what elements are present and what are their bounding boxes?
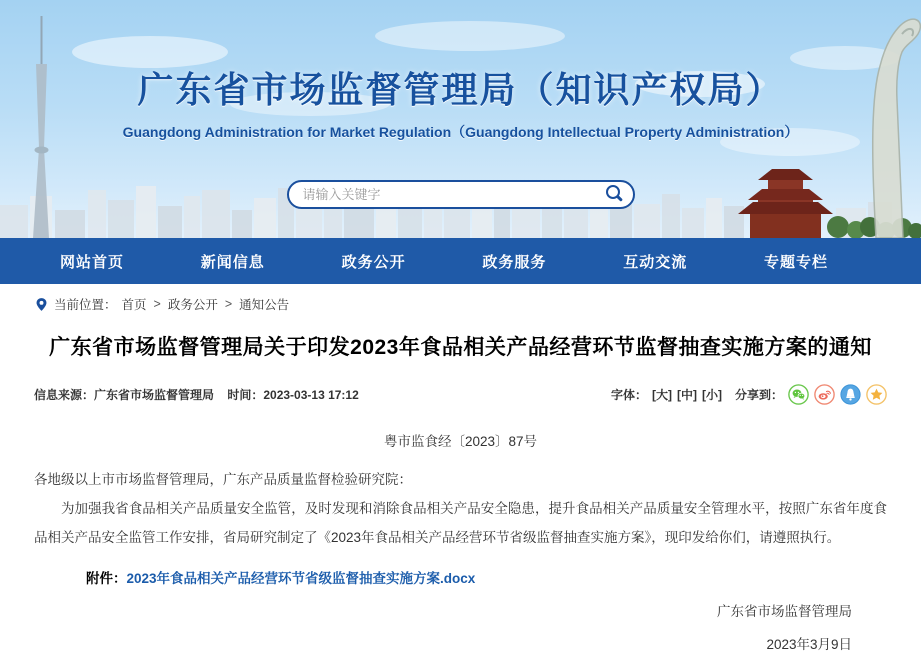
search-button[interactable] bbox=[603, 182, 629, 207]
nav-item-news[interactable]: 新闻信息 bbox=[200, 253, 265, 271]
signature-block bbox=[34, 600, 852, 653]
weibo-share-icon[interactable] bbox=[814, 384, 835, 405]
font-size-label: 字体： bbox=[610, 388, 647, 403]
article-page bbox=[0, 284, 921, 653]
site-title: 广东省市场监督管理局（知识产权局） bbox=[137, 69, 784, 110]
qq-share-icon[interactable] bbox=[840, 384, 861, 405]
nav-item-home[interactable]: 网站首页 bbox=[60, 253, 125, 271]
main-nav bbox=[0, 238, 921, 284]
breadcrumb-label: 当前位置： bbox=[54, 298, 117, 312]
site-subtitle: Guangdong Administration for Market Regulation（Guangdong Intellectual Property Administration） bbox=[122, 124, 799, 140]
attachment-link[interactable]: 2023年食品相关产品经营环节省级监督抽查实施方案.docx bbox=[126, 570, 476, 586]
font-size-small-button[interactable]: [小] bbox=[701, 388, 722, 403]
nav-item-gov-info[interactable]: 政务公开 bbox=[341, 253, 406, 271]
article-body: 为加强我省食品相关产品质量安全监管，及时发现和消除食品相关产品安全隐患，提升食品相关产品质量安全管理水平，按照广东省年度食品相关产品安全监管工作安排，省局研究制定了《2023年食品相关产品经营环节省级监督抽查实施方案》，现印发给你们，请遵照执行。 bbox=[34, 500, 887, 545]
font-size-medium-button[interactable]: [中] bbox=[676, 388, 697, 403]
nav-item-gov-services[interactable]: 政务服务 bbox=[482, 253, 547, 271]
qzone-share-icon[interactable] bbox=[866, 384, 887, 405]
doc-number: 粤市监食经〔2023〕87号 bbox=[383, 434, 538, 450]
signer: 广东省市场监督管理局 bbox=[717, 603, 852, 619]
breadcrumb-gov-info[interactable]: 政务公开 bbox=[167, 298, 218, 312]
search-bar bbox=[287, 180, 635, 209]
article-title: 广东省市场监督管理局关于印发2023年食品相关产品经营环节监督抽查实施方案的通知 bbox=[49, 336, 872, 359]
breadcrumb-separator: > bbox=[153, 297, 161, 311]
search-input[interactable] bbox=[287, 180, 635, 209]
site-header bbox=[0, 0, 921, 238]
breadcrumb-notices[interactable]: 通知公告 bbox=[239, 298, 290, 312]
breadcrumb-separator: > bbox=[224, 297, 233, 311]
location-pin-icon bbox=[34, 297, 49, 312]
font-size-large-button[interactable]: [大] bbox=[651, 388, 672, 403]
trees-graphic bbox=[827, 216, 921, 238]
nav-item-interaction[interactable]: 互动交流 bbox=[623, 253, 688, 271]
article-source: 信息来源：广东省市场监督管理局 bbox=[34, 388, 215, 403]
breadcrumb-home[interactable]: 首页 bbox=[121, 298, 147, 312]
attachment-label: 附件： bbox=[86, 570, 127, 586]
wechat-share-icon[interactable] bbox=[788, 384, 809, 405]
breadcrumb bbox=[34, 284, 887, 313]
salutation: 各地级以上市市场监督管理局，广东产品质量监督检验研究院： bbox=[34, 472, 412, 488]
nav-item-special-topics[interactable]: 专题专栏 bbox=[763, 253, 828, 271]
sign-date: 2023年3月9日 bbox=[766, 636, 852, 652]
search-icon bbox=[606, 185, 620, 199]
attachment-row bbox=[34, 567, 887, 587]
article-time: 时间：2023-03-13 17:12 bbox=[227, 388, 359, 403]
article-meta bbox=[34, 384, 887, 405]
share-label: 分享到： bbox=[734, 388, 783, 403]
